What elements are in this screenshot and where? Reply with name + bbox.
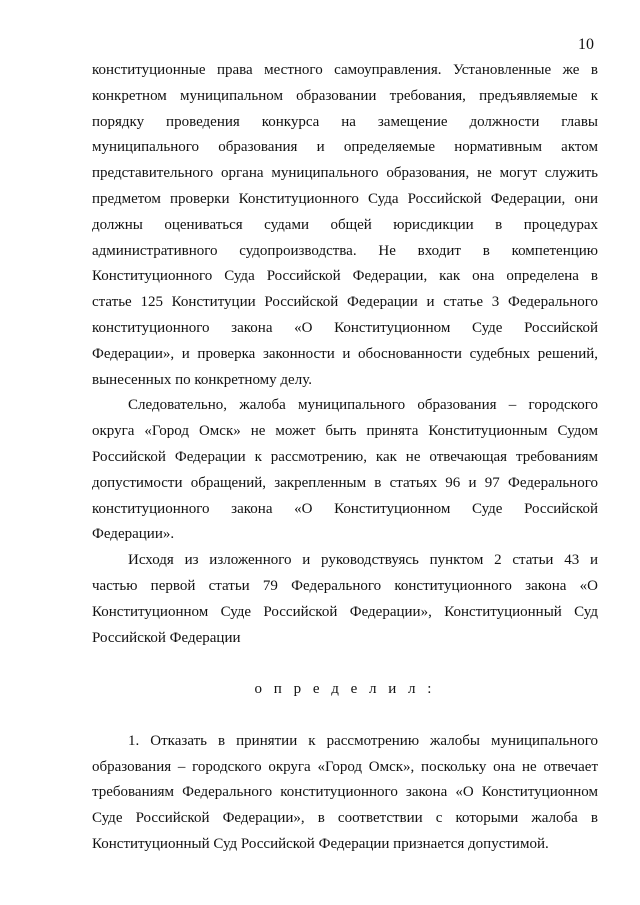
document-body — [92, 58, 598, 858]
text-line: частью первой статьи 79 Федерального конституционного закона «О — [92, 577, 598, 594]
text-line: Исходя из изложенного и руководствуясь пунктом 2 статьи 43 и — [128, 552, 598, 569]
text-line: Российской Федерации — [92, 629, 241, 646]
text-line: Следовательно, жалоба муниципального образования – городского — [128, 397, 598, 414]
spacer — [92, 703, 598, 729]
paragraph-conclusion — [92, 393, 598, 548]
page-number: 10 — [578, 36, 594, 53]
text-line: статье 125 Конституции Российской Федерации и статье 3 Федерального — [92, 294, 598, 311]
text-line: административного судопроизводства. Не входит в компетенцию — [92, 242, 598, 259]
paragraph-court-competence — [92, 58, 598, 393]
text-line: Конституционный Суд Российской Федерации признается допустимой. — [92, 835, 549, 852]
paragraph-decision-item-1 — [92, 729, 598, 858]
text-line: конституционного закона «О Конституционном Суде Российской — [92, 319, 598, 336]
text-line: Конституционного Суда Российской Федерации, как она определена в — [92, 268, 598, 285]
text-line: образования – городского округа «Город Омск», поскольку она не отвечает — [92, 758, 598, 775]
text-line: конституционные права местного самоуправления. Установленные же в — [92, 62, 598, 78]
text-line: вынесенных по конкретному делу. — [92, 371, 312, 388]
text-line: Федерации». — [92, 526, 175, 543]
text-line: конституционного закона «О Конституционном Суде Российской — [92, 500, 598, 517]
text-line: Российской Федерации к рассмотрению, как не отвечающая требованиям — [92, 448, 598, 465]
text-line: 1. Отказать в принятии к рассмотрению жалобы муниципального — [128, 732, 598, 749]
text-line: конкретном муниципальном образовании требования, предъявляемые к — [92, 87, 598, 104]
text-line: Конституционном Суде Российской Федерации», Конституционный Суд — [92, 603, 598, 620]
text-line: предметом проверки Конституционного Суда Российской Федерации, они — [92, 190, 598, 207]
text-line: Суде Российской Федерации», в соответствии с которыми жалоба в — [92, 810, 598, 827]
text-line: требованиям Федерального конституционного закона «О Конституционном — [92, 784, 598, 801]
text-line: округа «Город Омск» не может быть принята Конституционным Судом — [92, 423, 598, 440]
decision-heading: о п р е д е л и л : — [254, 681, 436, 698]
text-line: Федерации», и проверка законности и обоснованности судебных решений, — [92, 345, 598, 362]
text-line: представительного органа муниципального образования, не могут служить — [92, 165, 598, 182]
text-line: порядку проведения конкурса на замещение должности главы — [92, 113, 598, 130]
text-line: допустимости обращений, закрепленным в статьях 96 и 97 Федерального — [92, 474, 598, 491]
paragraph-legal-basis — [92, 548, 598, 651]
text-line: муниципального образования и определяемые нормативным актом — [92, 139, 598, 156]
text-line: должны оцениваться судами общей юрисдикции в процедурах — [92, 216, 598, 233]
spacer — [92, 651, 598, 677]
